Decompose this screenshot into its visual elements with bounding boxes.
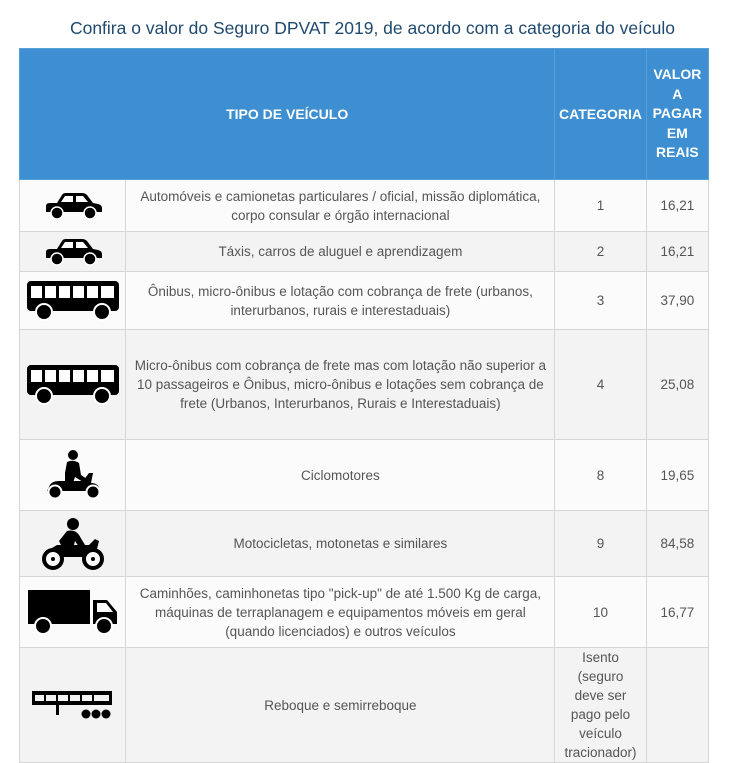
- bus-icon: [26, 279, 120, 323]
- vehicle-icon-cell: [20, 330, 126, 440]
- vehicle-value: 37,90: [646, 272, 708, 330]
- vehicle-icon-cell: [20, 648, 126, 763]
- table-row: [20, 511, 709, 577]
- car-icon: [42, 190, 104, 222]
- dpvat-table: [19, 48, 709, 763]
- vehicle-icon-cell: [20, 180, 126, 232]
- vehicle-value: 16,21: [646, 180, 708, 232]
- header-valor-line: EM: [666, 124, 688, 141]
- vehicle-icon-cell: [20, 577, 126, 648]
- vehicle-description: Ônibus, micro-ônibus e lotação com cobrança de frete (urbanos, interurbanos, rurais e interestaduais): [126, 272, 555, 330]
- vehicle-category: 3: [555, 272, 646, 330]
- scooter-icon: [43, 449, 103, 501]
- table-row: [20, 272, 709, 330]
- header-valor: [646, 49, 708, 180]
- vehicle-category: 1: [555, 180, 646, 232]
- vehicle-icon-cell: [20, 511, 126, 577]
- trailer-icon: [30, 687, 116, 723]
- vehicle-category: Isento (seguro deve ser pago pelo veículo tracionador): [555, 648, 646, 763]
- vehicle-value: 25,08: [646, 330, 708, 440]
- vehicle-value: 84,58: [646, 511, 708, 577]
- vehicle-description: Motocicletas, motonetas e similares: [126, 511, 555, 577]
- vehicle-description: Caminhões, caminhonetas tipo "pick-up" de até 1.500 Kg de carga, máquinas de terraplanagem e equipamentos móveis em geral (quando licenciados) e outros veículos: [126, 577, 555, 648]
- header-row: [20, 49, 709, 180]
- vehicle-description: Ciclomotores: [126, 440, 555, 511]
- table-row: [20, 440, 709, 511]
- vehicle-value: [646, 648, 708, 763]
- bus-icon: [26, 363, 120, 407]
- table-row: [20, 577, 709, 648]
- table-row: [20, 180, 709, 232]
- vehicle-description: Automóveis e camionetas particulares / oficial, missão diplomática, corpo consular e órgão internacional: [126, 180, 555, 232]
- vehicle-value: 16,77: [646, 577, 708, 648]
- vehicle-category: 8: [555, 440, 646, 511]
- vehicle-value: 16,21: [646, 232, 708, 272]
- vehicle-description: Reboque e semirreboque: [126, 648, 555, 763]
- vehicle-icon-cell: [20, 232, 126, 272]
- header-categoria: CATEGORIA: [555, 49, 646, 180]
- header-valor-line: A: [672, 85, 683, 102]
- vehicle-icon-cell: [20, 440, 126, 511]
- page-title: Confira o valor do Seguro DPVAT 2019, de acordo com a categoria do veículo: [69, 18, 676, 38]
- table-row: [20, 232, 709, 272]
- vehicle-category: 4: [555, 330, 646, 440]
- table-row: [20, 648, 709, 763]
- header-valor-line: PAGAR: [652, 105, 703, 122]
- header-tipo: TIPO DE VEÍCULO: [20, 49, 555, 180]
- truck-icon: [27, 588, 119, 636]
- table-row: [20, 330, 709, 440]
- vehicle-category: 10: [555, 577, 646, 648]
- vehicle-description: Táxis, carros de aluguel e aprendizagem: [126, 232, 555, 272]
- header-valor-line: REAIS: [655, 144, 699, 161]
- vehicle-value: 19,65: [646, 440, 708, 511]
- vehicle-category: 9: [555, 511, 646, 577]
- car-icon: [42, 237, 104, 267]
- motorcycle-icon: [39, 517, 107, 571]
- header-valor-line: VALOR: [653, 66, 702, 83]
- vehicle-description: Micro-ônibus com cobrança de frete mas com lotação não superior a 10 passageiros e Ônibus, micro-ônibus e lotações sem cobrança de frete (Urbanos, Interurbanos, Rurais e Interestaduais): [126, 330, 555, 440]
- vehicle-icon-cell: [20, 272, 126, 330]
- vehicle-category: 2: [555, 232, 646, 272]
